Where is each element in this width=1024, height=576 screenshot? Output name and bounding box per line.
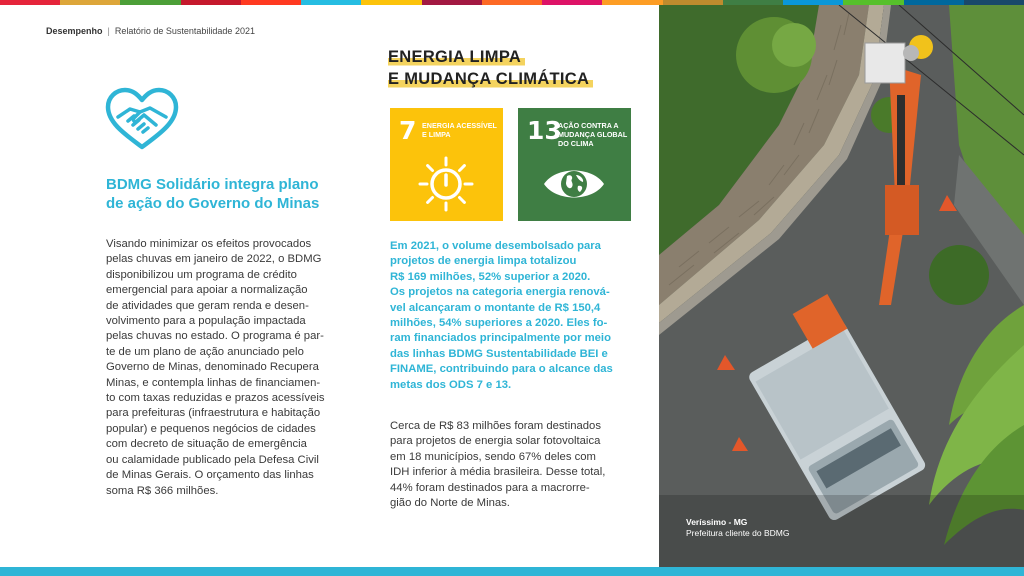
bucket-truck-photo — [659, 5, 1024, 567]
right-body-line: IDH inferior à média brasileira. Desse total, — [390, 466, 606, 479]
left-body-line: com decreto de situação de emergência — [106, 438, 307, 451]
caption-place: Veríssimo - MG — [686, 517, 748, 527]
left-body-line: Minas, e contempla linhas de financiamen- — [106, 376, 321, 389]
story-title-line1: BDMG Solidário integra plano — [106, 176, 319, 193]
highlight-line: vel alcançaram o montante de R$ 150,4 — [390, 301, 601, 314]
highlight-line: metas dos ODS 7 e 13. — [390, 378, 512, 391]
left-body-line: emergencial para apoiar a normalização — [106, 284, 308, 297]
left-body-line: Visando minimizar os efeitos provocados — [106, 238, 312, 250]
right-body-text — [390, 419, 640, 511]
sdg13-number: 13 — [527, 116, 562, 145]
story-title — [106, 175, 356, 213]
section-title-line1: ENERGIA LIMPA — [388, 46, 525, 68]
section-title-line2: E MUDANÇA CLIMÁTICA — [388, 68, 593, 90]
left-body-line: pelas chuvas em janeiro de 2022, o BDMG — [106, 253, 322, 266]
right-body-line: 44% foram destinados para a macrorre- — [390, 481, 590, 494]
breadcrumb-separator: | — [107, 26, 110, 36]
eye-globe-icon — [542, 154, 606, 214]
left-body-line: para prefeituras (infraestrutura e habitação — [106, 407, 321, 420]
bottom-accent-bar — [0, 567, 1024, 576]
left-body-line: Governo de Minas, denominado Recupera — [106, 361, 319, 374]
sdg-stripe-segment — [0, 0, 60, 5]
left-body-line: pelas chuvas no estado. O programa é par- — [106, 330, 324, 343]
sdg-stripe-segment — [361, 0, 421, 5]
highlight-line: projetos de energia limpa totalizou — [390, 255, 577, 268]
sdg7-badge — [390, 108, 503, 221]
highlight-line: milhões, 54% superiores a 2020. Eles fo- — [390, 317, 608, 330]
highlight-text — [390, 239, 640, 393]
left-body-text — [106, 237, 356, 499]
breadcrumb-report: Relatório de Sustentabilidade 2021 — [114, 26, 255, 36]
right-body-line: em 18 municípios, sendo 67% deles com — [390, 450, 596, 463]
section-title — [388, 46, 593, 90]
photo-caption — [686, 517, 789, 539]
breadcrumb — [46, 26, 255, 36]
sdg-stripe-segment — [542, 0, 602, 5]
highlight-line: Em 2021, o volume desembolsado para — [390, 240, 601, 252]
highlight-line: Os projetos na categoria energia renová- — [390, 286, 610, 299]
left-body-line: disponibilizou um programa de crédito — [106, 268, 297, 281]
left-body-line: de Minas Gerais. O orçamento das linhas — [106, 469, 314, 482]
sdg-stripe-segment — [120, 0, 180, 5]
sdg-stripe-segment — [422, 0, 482, 5]
breadcrumb-section: Desempenho — [46, 26, 103, 36]
right-body-line: para projetos de energia solar fotovoltaica — [390, 435, 601, 448]
sdg13-label: AÇÃO CONTRA A MUDANÇA GLOBAL DO CLIMA — [558, 121, 628, 148]
sdg-stripe-segment — [602, 0, 662, 5]
highlight-line: FINAME, contribuindo para o alcance das — [390, 363, 613, 376]
left-body-line: volvimento para a população impactada — [106, 315, 306, 328]
sdg-stripe-segment — [482, 0, 542, 5]
sdg-stripe-segment — [60, 0, 120, 5]
sdg13-badge — [518, 108, 631, 221]
highlight-line: R$ 169 milhões, 52% superior a 2020. — [390, 270, 591, 283]
highlight-line: das linhas BDMG Sustentabilidade BEI e — [390, 347, 608, 360]
sun-power-icon — [414, 154, 478, 214]
right-body-line: gião do Norte de Minas. — [390, 497, 510, 510]
sdg-stripe-segment — [241, 0, 301, 5]
left-body-line: de atividades que geram renda e desen- — [106, 299, 309, 312]
sdg7-label: ENERGIA ACESSÍVEL E LIMPA — [422, 121, 497, 139]
handshake-heart-icon — [104, 87, 180, 151]
sdg-stripe-segment — [181, 0, 241, 5]
left-body-line: te de um plano de ação anunciado pelo — [106, 345, 304, 358]
right-body-line: Cerca de R$ 83 milhões foram destinados — [390, 420, 601, 432]
left-body-line: to com taxas reduzidas e prazos acessíveis — [106, 392, 325, 405]
highlight-line: ram financiados principalmente por meio — [390, 332, 611, 345]
left-body-line: ou calamidade publicado pela Defesa Civil — [106, 453, 319, 466]
caption-client: Prefeitura cliente do BDMG — [686, 528, 790, 538]
left-body-line: popular) e pequenos negócios de cidades — [106, 422, 316, 435]
story-title-line2: de ação do Governo do Minas — [106, 195, 320, 212]
sdg7-number: 7 — [399, 116, 417, 145]
sdg-stripe-segment — [301, 0, 361, 5]
left-body-line: soma R$ 366 milhões. — [106, 484, 219, 497]
